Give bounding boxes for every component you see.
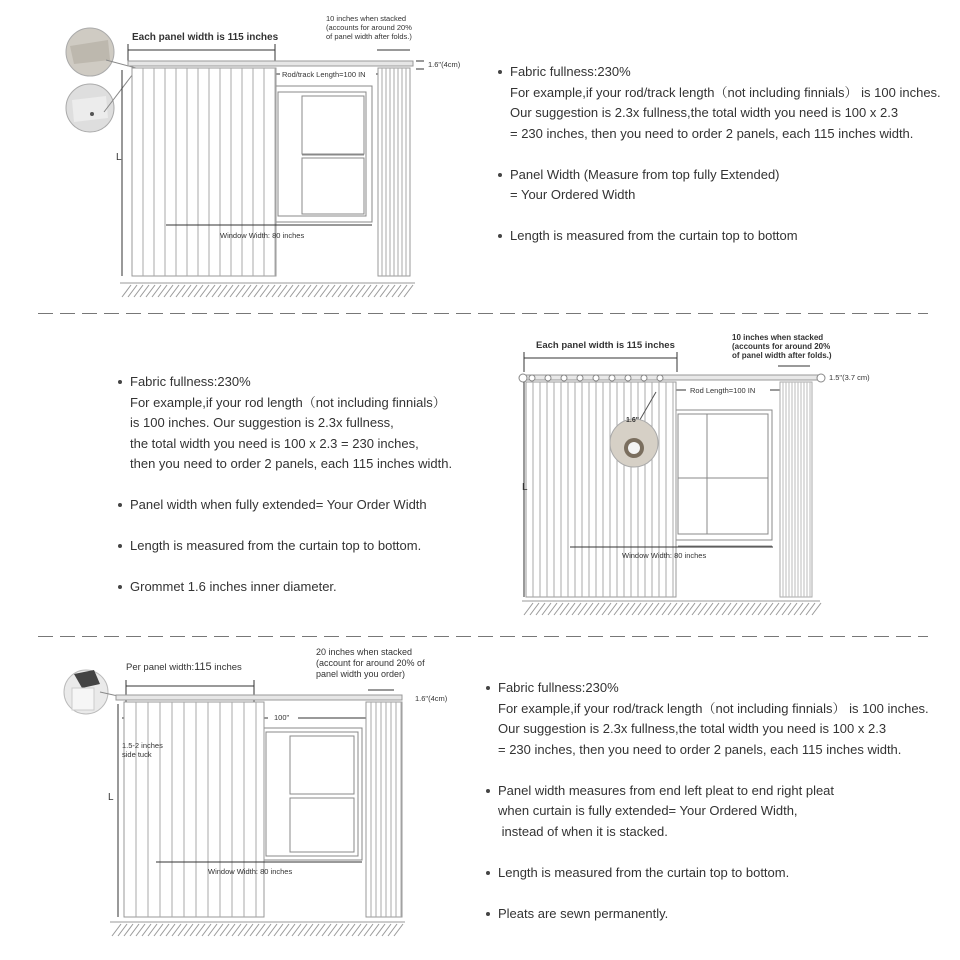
note-line: Panel width measures from end left pleat to end right pleat xyxy=(498,782,835,798)
note-line: Our suggestion is 2.3x fullness,the total width you need is 100 x 2.3 xyxy=(498,721,887,736)
grommet-diameter-label: 1.6" xyxy=(626,417,640,424)
window-width-label: Window Width: 80 inches xyxy=(622,551,707,560)
note-item xyxy=(486,781,956,843)
note-line: For example,if your rod/track length（not including finnials） is 100 inches. xyxy=(498,700,929,716)
note-line: is 100 inches. Our suggestion is 2.3x fullness, xyxy=(130,415,394,430)
note-line: instead of when it is stacked. xyxy=(498,823,668,839)
grommet-curtain-diagram xyxy=(510,320,890,625)
grommet-ring xyxy=(529,375,535,381)
side-tuck-label: 1.5-2 inches side tuck xyxy=(122,741,163,759)
rod-length-label: Rod Length=100 IN xyxy=(690,386,756,395)
rod-length-label: 100" xyxy=(274,713,290,722)
section-grommet-curtain xyxy=(0,320,960,630)
grommet-ring xyxy=(625,375,631,381)
track-height-label: 1.6"(4cm) xyxy=(428,60,460,69)
curtain-track xyxy=(128,61,413,66)
note-line: = 230 inches, then you need to order 2 panels, each 115 inches width. xyxy=(510,125,914,141)
window xyxy=(674,410,772,546)
note-item xyxy=(486,904,956,925)
stacked-label: 10 inches when stacked (accounts for around 20% of panel width after folds.) xyxy=(326,14,412,41)
note-line: For example,if your rod length（not including finnials） xyxy=(130,394,446,410)
curtain-rod xyxy=(116,695,402,700)
track-diagram-svg xyxy=(60,0,460,305)
window xyxy=(262,728,362,860)
note-item xyxy=(498,226,958,247)
left-curtain-panel xyxy=(526,382,676,597)
note-item xyxy=(118,495,498,516)
rod-height-label: 1.5"(3.7 cm) xyxy=(829,373,870,382)
section-track-curtain xyxy=(0,0,960,310)
length-label: L xyxy=(116,152,122,163)
length-label: L xyxy=(108,792,114,803)
panel-width-label: Each panel width is 115 inches xyxy=(132,32,279,43)
note-item xyxy=(118,536,498,557)
note-line: Fabric fullness:230% xyxy=(130,374,251,389)
note-item xyxy=(486,863,956,884)
grommet-ring xyxy=(577,375,583,381)
panel-width-label: Per panel width:115 inches xyxy=(126,661,242,673)
section-pleat-curtain xyxy=(0,640,960,960)
note-line: = 230 inches, then you need to order 2 panels, each 115 inches width. xyxy=(498,741,902,757)
panel-width-label: Each panel width is 115 inches xyxy=(536,340,675,351)
note-line: Length is measured from the curtain top to bottom. xyxy=(130,538,422,553)
section-divider xyxy=(38,313,928,314)
note-line: Fabric fullness:230% xyxy=(510,64,631,79)
stacked-label: 20 inches when stacked (account for around 20% of panel width you order) xyxy=(316,647,425,679)
grommet-notes xyxy=(118,372,498,618)
window-width-label: Window Width: 80 inches xyxy=(220,231,305,240)
note-item xyxy=(498,165,958,206)
grommet-ring xyxy=(593,375,599,381)
grommet-ring xyxy=(657,375,663,381)
rod-height-label: 1.6"(4cm) xyxy=(415,694,448,703)
note-line: Grommet 1.6 inches inner diameter. xyxy=(130,579,337,594)
note-item xyxy=(498,62,958,144)
window-width-label: Window Width: 80 inches xyxy=(208,867,293,876)
pleat-notes xyxy=(486,678,956,945)
grommet-ring xyxy=(609,375,615,381)
note-line: the total width you need is 100 x 2.3 = 230 inches, xyxy=(130,435,419,451)
note-line: Fabric fullness:230% xyxy=(498,680,619,695)
note-item xyxy=(118,372,498,475)
grommet-ring xyxy=(641,375,647,381)
note-line: = Your Ordered Width xyxy=(510,187,636,202)
track-hook-detail-icon xyxy=(66,28,136,132)
note-line: Panel Width (Measure from top fully Extended) xyxy=(510,166,780,182)
note-line: when curtain is fully extended= Your Ordered Width, xyxy=(498,803,798,818)
note-item xyxy=(486,678,956,760)
left-curtain-panel xyxy=(124,702,264,917)
rod-length-label: Rod/track Length=100 IN xyxy=(282,70,366,79)
grommet-ring xyxy=(545,375,551,381)
window xyxy=(272,86,372,222)
note-line: Length is measured from the curtain top to bottom xyxy=(510,228,798,243)
note-line: Our suggestion is 2.3x fullness,the total width you need is 100 x 2.3 xyxy=(510,105,899,120)
track-curtain-diagram xyxy=(60,0,460,305)
grommet-ring xyxy=(561,375,567,381)
track-notes xyxy=(498,62,958,267)
pleat-curtain-diagram xyxy=(60,640,460,950)
grommet-diagram-svg xyxy=(510,320,890,625)
note-item xyxy=(118,577,498,598)
note-line: For example,if your rod/track length（not including finnials） is 100 inches. xyxy=(510,84,941,100)
note-line: Panel width when fully extended= Your Order Width xyxy=(130,497,427,512)
stacked-label: 10 inches when stacked (accounts for around 20% of panel width after folds.) xyxy=(732,333,832,360)
note-line: Pleats are sewn permanently. xyxy=(498,905,669,921)
note-line: then you need to order 2 panels, each 115 inches width. xyxy=(130,456,453,471)
length-label: L xyxy=(522,482,528,493)
note-line: Length is measured from the curtain top to bottom. xyxy=(498,864,790,880)
section-divider xyxy=(38,636,928,637)
pleat-diagram-svg xyxy=(60,640,460,950)
